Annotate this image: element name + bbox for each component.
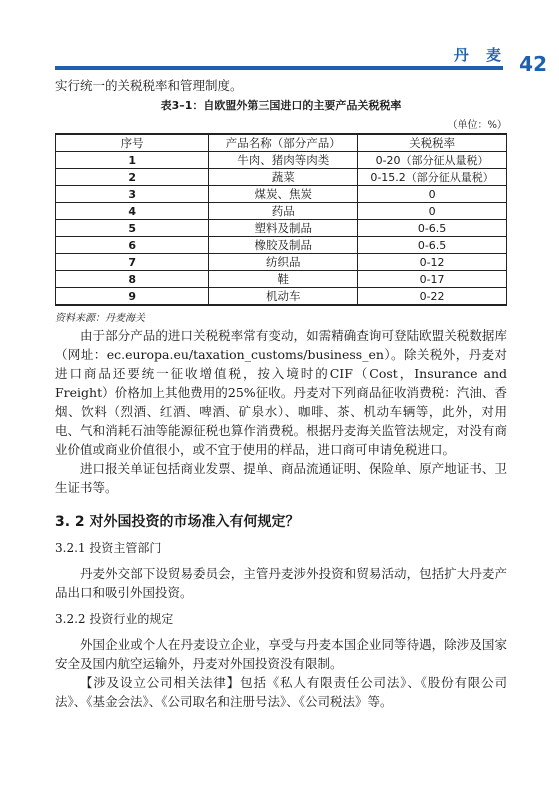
row-index: 2 — [56, 169, 209, 186]
row-rate: 0-12 — [358, 254, 507, 271]
col-header-rate: 关税税率 — [358, 134, 507, 152]
col-header-index: 序号 — [56, 134, 209, 152]
row-index: 5 — [56, 220, 209, 237]
authority-paragraph: 丹麦外交部下设贸易委员会，主管丹麦涉外投资和贸易活动，包括扩大丹麦产品出口和吸引外国投资。 — [55, 566, 507, 600]
row-rate: 0-22 — [358, 288, 507, 306]
customs-documents-paragraph: 进口报关单证包括商业发票、提单、商品流通证明、保险单、原产地证书、卫生证书等。 — [55, 461, 507, 495]
row-product: 药品 — [209, 203, 358, 220]
row-index: 9 — [56, 288, 209, 306]
row-product: 塑料及制品 — [209, 220, 358, 237]
industry-paragraph: 外国企业或个人在丹麦设立企业，享受与丹麦本国企业同等待遇，除涉及国家安全及国内航空运输外，丹麦对外国投资没有限制。 — [55, 637, 507, 671]
row-product: 鞋 — [209, 271, 358, 288]
row-rate: 0 — [358, 203, 507, 220]
row-product: 纺织品 — [209, 254, 358, 271]
row-index: 6 — [56, 237, 209, 254]
table-caption: 表3–1：自欧盟外第三国进口的主要产品关税税率 — [160, 99, 402, 112]
row-product: 蔬菜 — [209, 169, 358, 186]
table-row — [56, 288, 507, 306]
table-row — [56, 237, 507, 254]
row-product: 橡胶及制品 — [209, 237, 358, 254]
page-number: 42 — [519, 52, 547, 76]
company-law-paragraph: 【涉及设立公司相关法律】包括《私人有限责任公司法》、《股份有限公司法》、《基金会法》、《公司取名和注册号法》、《公司税法》等。 — [55, 675, 507, 709]
table-row — [56, 220, 507, 237]
table-row — [56, 186, 507, 203]
row-product: 牛肉、猪肉等肉类 — [209, 152, 358, 169]
row-index: 4 — [56, 203, 209, 220]
row-product: 机动车 — [209, 288, 358, 306]
section-heading: 3. 2 对外国投资的市场准入有何规定？ — [55, 514, 300, 530]
intro-line: 实行统一的关税税率和管理制度。 — [55, 78, 243, 93]
row-rate: 0-15.2（部分征从量税） — [358, 169, 507, 186]
row-rate: 0-6.5 — [358, 220, 507, 237]
row-rate: 0 — [358, 186, 507, 203]
tariff-paragraph: 由于部分产品的进口关税税率常有变动，如需精确查询可登陆欧盟关税数据库（网址：ec.europa.eu/taxation_customs/business_en）。除关税外，丹麦对进口商品还要统一征收增值税，按入境时的CIF（Cost，Insurance and Freight）价格加上其他费用的25%征收。丹麦对下列商品征收消费税：汽油、香烟、饮料（烈酒、红酒、啤酒、矿泉水）、咖啡、茶、机动车辆等，此外，对用电、气和消耗石油等能源征税也算作消费税。根据丹麦海关监管法规定，对没有商业价值或商业价值很小，或不宜于使用的样品，进口商可申请免税进口。 — [55, 328, 507, 457]
row-rate: 0-17 — [358, 271, 507, 288]
row-index: 7 — [56, 254, 209, 271]
table-row — [56, 203, 507, 220]
row-index: 8 — [56, 271, 209, 288]
page-content — [55, 76, 507, 711]
table-row — [56, 169, 507, 186]
row-product: 煤炭、焦炭 — [209, 186, 358, 203]
table-header-row — [56, 134, 507, 152]
row-rate: 0-6.5 — [358, 237, 507, 254]
table-row — [56, 254, 507, 271]
page-header — [0, 0, 559, 80]
header-rule — [55, 66, 503, 70]
subsection-heading: 3.2.2 投资行业的规定 — [55, 612, 174, 626]
table-source: 资料来源：丹麦海关 — [55, 313, 145, 324]
tariff-table — [55, 133, 507, 306]
table-row — [56, 152, 507, 169]
header-title: 丹 麦 — [453, 46, 507, 64]
col-header-product: 产品名称（部分产品） — [209, 134, 358, 152]
row-index: 3 — [56, 186, 209, 203]
row-index: 1 — [56, 152, 209, 169]
table-unit: （单位：%） — [447, 120, 507, 131]
row-rate: 0-20（部分征从量税） — [358, 152, 507, 169]
subsection-heading: 3.2.1 投资主管部门 — [55, 541, 162, 555]
table-row — [56, 271, 507, 288]
